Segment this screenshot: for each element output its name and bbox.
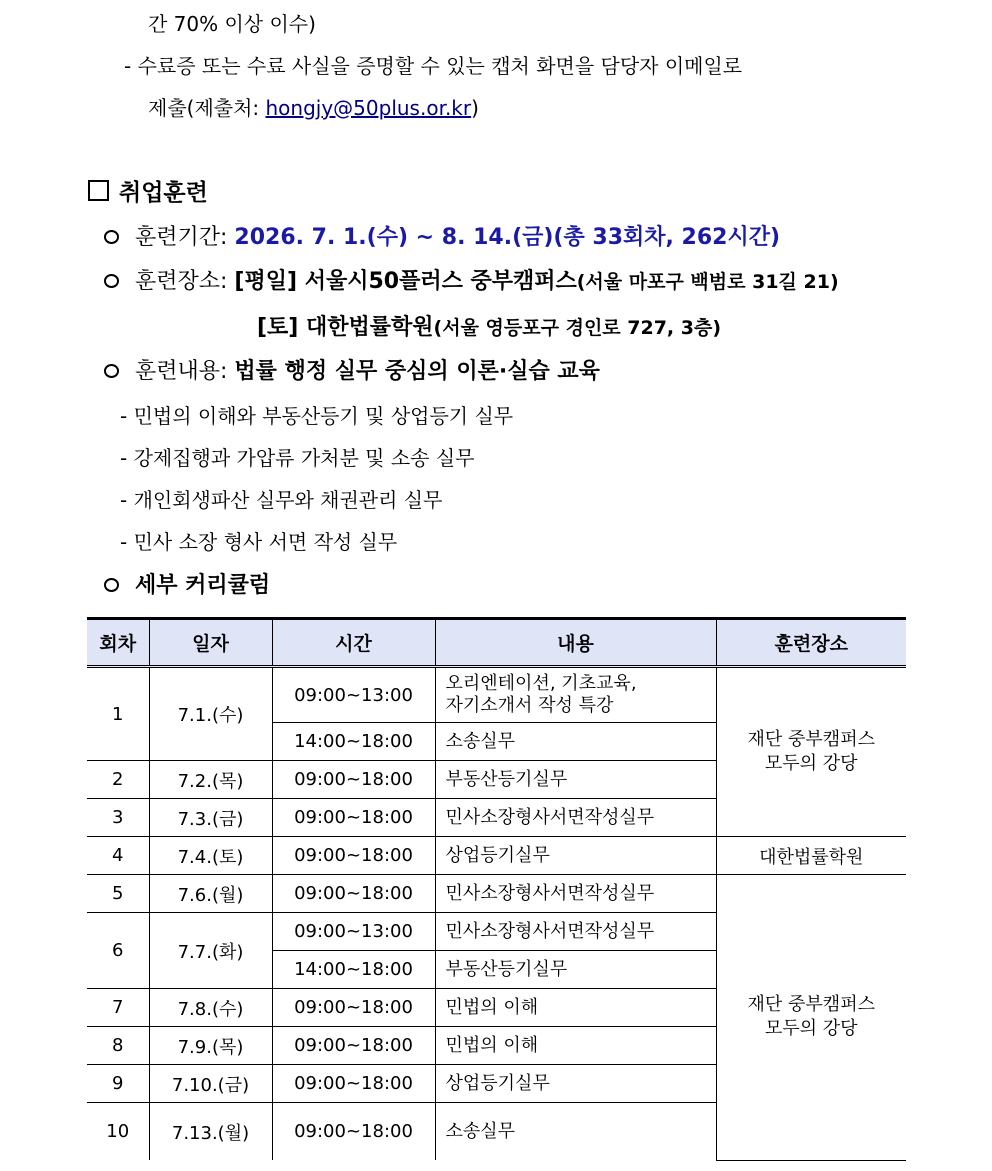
session-content: 민사소장형사서면작성실무 bbox=[435, 913, 716, 951]
session-no: 7 bbox=[87, 989, 149, 1027]
training-period bbox=[104, 220, 780, 251]
place-label: 훈련장소: bbox=[135, 269, 235, 294]
header-time: 시간 bbox=[272, 619, 435, 667]
session-time: 09:00~18:00 bbox=[272, 837, 435, 875]
session-no: 9 bbox=[87, 1065, 149, 1103]
session-time: 09:00~18:00 bbox=[272, 875, 435, 913]
session-no: 2 bbox=[87, 761, 149, 799]
submit-prefix: 제출(제출처: bbox=[148, 96, 266, 120]
section-heading bbox=[88, 174, 208, 207]
session-no: 1 bbox=[87, 667, 149, 761]
place-cell bbox=[716, 667, 906, 837]
intro-line-3 bbox=[148, 92, 479, 121]
period-value: 2026. 7. 1.(수) ~ 8. 14.(금)(총 33회차, 262시간) bbox=[234, 225, 781, 250]
session-date: 7.6.(월) bbox=[149, 875, 272, 913]
place-saturday-address: (서울 영등포구 경인로 727, 3층) bbox=[433, 317, 722, 339]
circle-bullet-icon bbox=[104, 274, 119, 288]
training-place bbox=[104, 264, 839, 295]
email-link[interactable]: hongjy@50plus.or.kr bbox=[265, 96, 472, 120]
curriculum-table bbox=[87, 617, 906, 1161]
session-content: 민사소장형사서면작성실무 bbox=[435, 875, 716, 913]
content-label: 훈련내용: bbox=[135, 359, 235, 384]
session-time: 14:00~18:00 bbox=[272, 723, 435, 761]
intro-line-1: 간 70% 이상 이수) bbox=[148, 12, 316, 36]
session-date: 7.8.(수) bbox=[149, 989, 272, 1027]
session-content: 소송실무 bbox=[435, 1103, 716, 1161]
session-time: 09:00~18:00 bbox=[272, 1065, 435, 1103]
square-bullet-icon bbox=[88, 180, 109, 201]
table-row bbox=[87, 667, 906, 723]
session-content: 상업등기실무 bbox=[435, 837, 716, 875]
session-time: 09:00~18:00 bbox=[272, 989, 435, 1027]
place-line: 재단 중부캠퍼스 bbox=[747, 729, 875, 750]
session-time: 14:00~18:00 bbox=[272, 951, 435, 989]
session-content: 상업등기실무 bbox=[435, 1065, 716, 1103]
circle-bullet-icon bbox=[104, 578, 119, 592]
place-weekday-address: (서울 마포구 백범로 31길 21) bbox=[576, 271, 839, 293]
session-time: 09:00~18:00 bbox=[272, 799, 435, 837]
session-time: 09:00~18:00 bbox=[272, 1103, 435, 1161]
session-time: 09:00~13:00 bbox=[272, 913, 435, 951]
place-line: 모두의 강당 bbox=[764, 1018, 858, 1040]
content-line: 오리엔테이션, 기초교육, bbox=[445, 673, 637, 694]
place-line: 모두의 강당 bbox=[764, 753, 858, 774]
place-cell bbox=[716, 875, 906, 1161]
session-no: 10 bbox=[87, 1103, 149, 1161]
content-line: 자기소개서 작성 특강 bbox=[445, 695, 614, 716]
session-time: 09:00~13:00 bbox=[272, 667, 435, 723]
session-date: 7.9.(목) bbox=[149, 1027, 272, 1065]
session-content: 민사소장형사서면작성실무 bbox=[435, 799, 716, 837]
session-date: 7.1.(수) bbox=[149, 667, 272, 761]
session-no: 4 bbox=[87, 837, 149, 875]
session-no: 6 bbox=[87, 913, 149, 989]
period-label: 훈련기간: bbox=[135, 225, 235, 250]
session-no: 8 bbox=[87, 1027, 149, 1065]
session-content: 부동산등기실무 bbox=[435, 761, 716, 799]
training-place-saturday bbox=[257, 310, 721, 341]
circle-bullet-icon bbox=[104, 364, 119, 378]
session-date: 7.3.(금) bbox=[149, 799, 272, 837]
session-content: 소송실무 bbox=[435, 723, 716, 761]
content-value: 법률 행정 실무 중심의 이론·실습 교육 bbox=[234, 359, 600, 384]
session-date: 7.2.(목) bbox=[149, 761, 272, 799]
place-saturday: [토] 대한법률학원 bbox=[257, 315, 434, 340]
place-line: 재단 중부캠퍼스 bbox=[747, 994, 875, 1016]
session-date: 7.13.(월) bbox=[149, 1103, 272, 1161]
intro-line-2: - 수료증 또는 수료 사실을 증명할 수 있는 캡처 화면을 담당자 이메일로 bbox=[124, 54, 743, 78]
session-content bbox=[435, 667, 716, 723]
place-cell: 대한법률학원 bbox=[716, 837, 906, 875]
session-content: 민법의 이해 bbox=[435, 989, 716, 1027]
content-bullet: - 개인회생파산 실무와 채권관리 실무 bbox=[120, 488, 443, 512]
header-content: 내용 bbox=[435, 619, 716, 667]
session-time: 09:00~18:00 bbox=[272, 1027, 435, 1065]
header-date: 일자 bbox=[149, 619, 272, 667]
table-row bbox=[87, 875, 906, 913]
section-title: 취업훈련 bbox=[119, 180, 208, 206]
table-header-row bbox=[87, 619, 906, 667]
curriculum-label: 세부 커리큘럼 bbox=[135, 573, 271, 598]
session-date: 7.4.(토) bbox=[149, 837, 272, 875]
session-no: 3 bbox=[87, 799, 149, 837]
circle-bullet-icon bbox=[104, 230, 119, 244]
table-row bbox=[87, 837, 906, 875]
content-bullet: - 강제집행과 가압류 가처분 및 소송 실무 bbox=[120, 446, 475, 470]
submit-suffix: ) bbox=[471, 96, 479, 120]
header-place: 훈련장소 bbox=[716, 619, 906, 667]
place-weekday: [평일] 서울시50플러스 중부캠퍼스 bbox=[234, 269, 577, 294]
content-bullet: - 민법의 이해와 부동산등기 및 상업등기 실무 bbox=[120, 404, 514, 428]
curriculum-heading bbox=[104, 568, 270, 599]
session-no: 5 bbox=[87, 875, 149, 913]
session-date: 7.10.(금) bbox=[149, 1065, 272, 1103]
session-time: 09:00~18:00 bbox=[272, 761, 435, 799]
session-date: 7.7.(화) bbox=[149, 913, 272, 989]
content-bullet: - 민사 소장 형사 서면 작성 실무 bbox=[120, 530, 398, 554]
training-content bbox=[104, 354, 600, 385]
header-session: 회차 bbox=[87, 619, 149, 667]
session-content: 부동산등기실무 bbox=[435, 951, 716, 989]
session-content: 민법의 이해 bbox=[435, 1027, 716, 1065]
